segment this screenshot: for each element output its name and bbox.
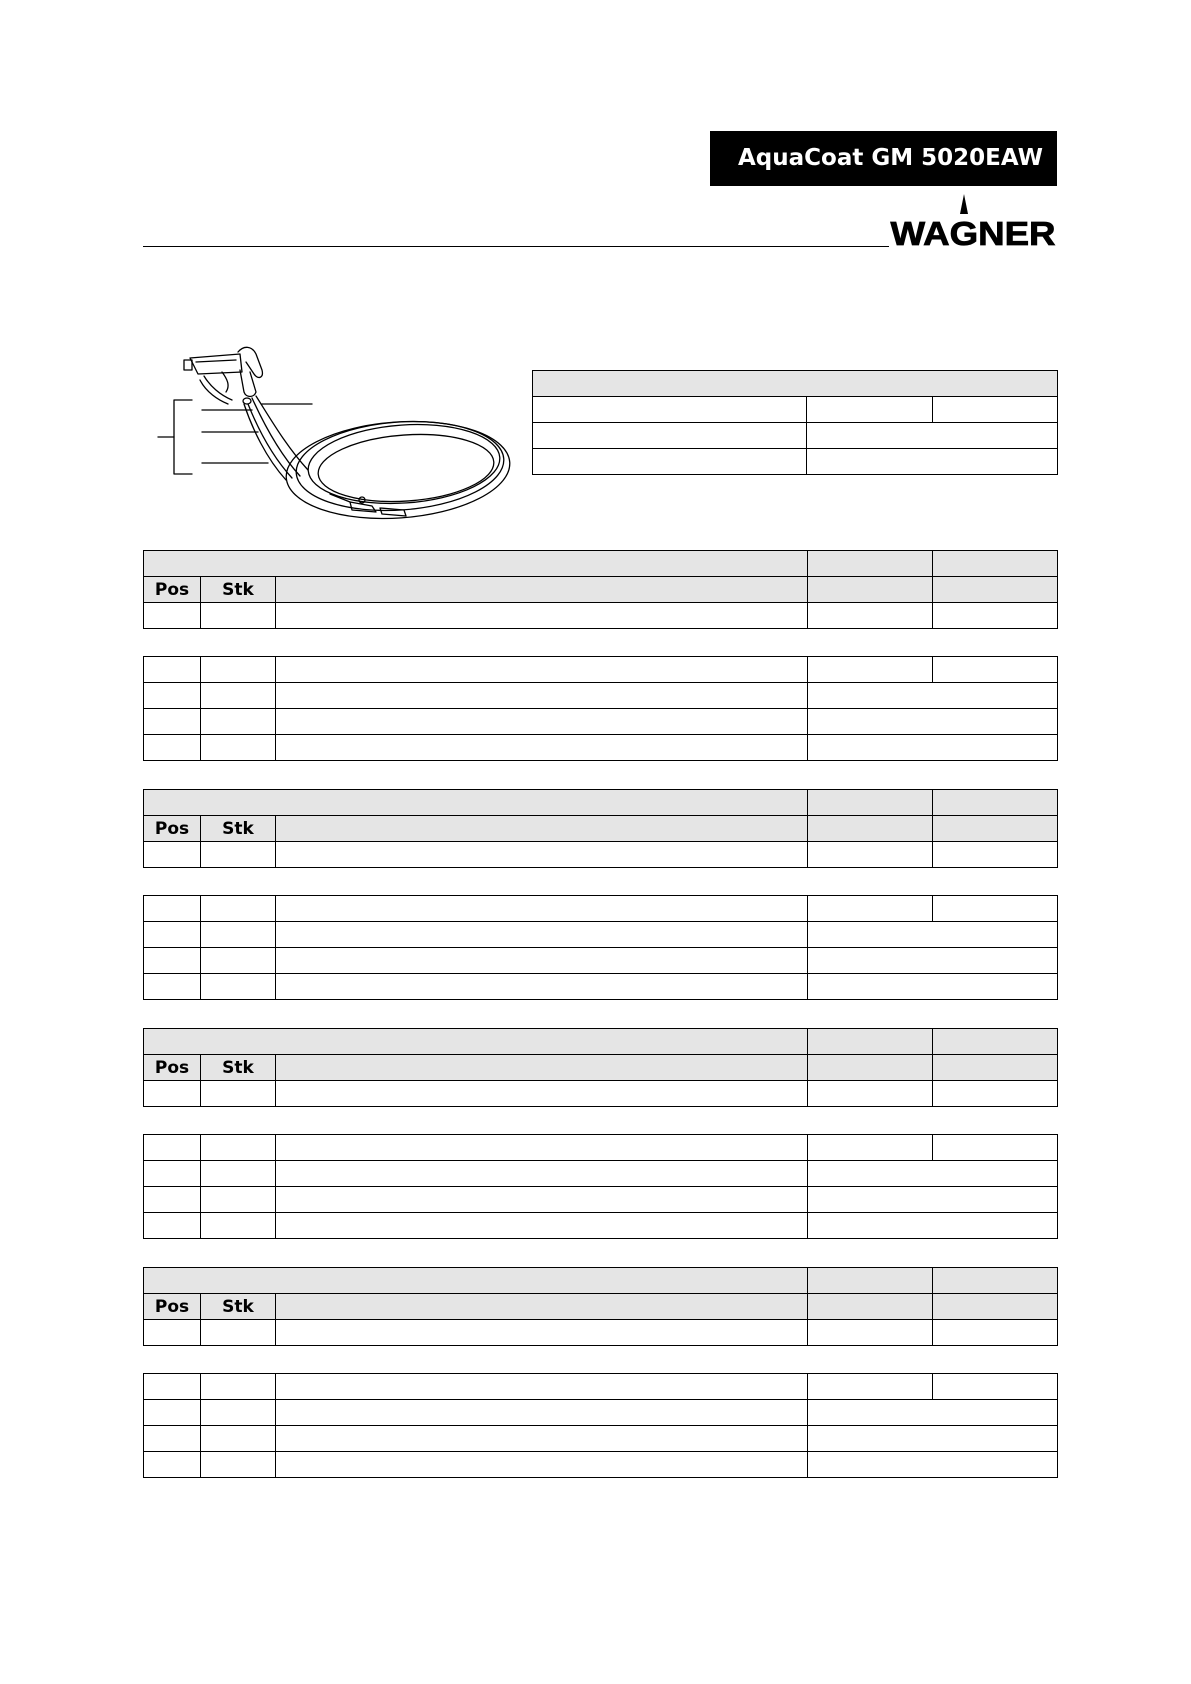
column-stk: Stk	[201, 816, 276, 842]
parts-list-table-2	[143, 895, 1058, 1000]
parts-header-table-2	[143, 789, 1058, 868]
column-stk: Stk	[201, 1055, 276, 1081]
column-stk: Stk	[201, 1294, 276, 1320]
parts-list-table-1	[143, 656, 1058, 761]
parts-header-table-1	[143, 550, 1058, 629]
product-title: AquaCoat GM 5020EAW	[710, 131, 1057, 186]
info-table-header	[533, 371, 1058, 397]
logo-text: WAGNER	[890, 215, 1056, 248]
parts-list-table-3	[143, 1134, 1058, 1239]
wagner-logo-icon	[889, 194, 1057, 248]
column-pos: Pos	[144, 1055, 201, 1081]
info-table	[532, 370, 1058, 475]
header-divider	[143, 246, 889, 247]
parts-header-table-4	[143, 1267, 1058, 1346]
column-pos: Pos	[144, 577, 201, 603]
parts-list-table-4	[143, 1373, 1058, 1478]
column-pos: Pos	[144, 1294, 201, 1320]
column-stk: Stk	[201, 577, 276, 603]
spray-gun-with-hose-drawing-icon	[150, 345, 520, 525]
parts-header-table-3	[143, 1028, 1058, 1107]
column-pos: Pos	[144, 816, 201, 842]
